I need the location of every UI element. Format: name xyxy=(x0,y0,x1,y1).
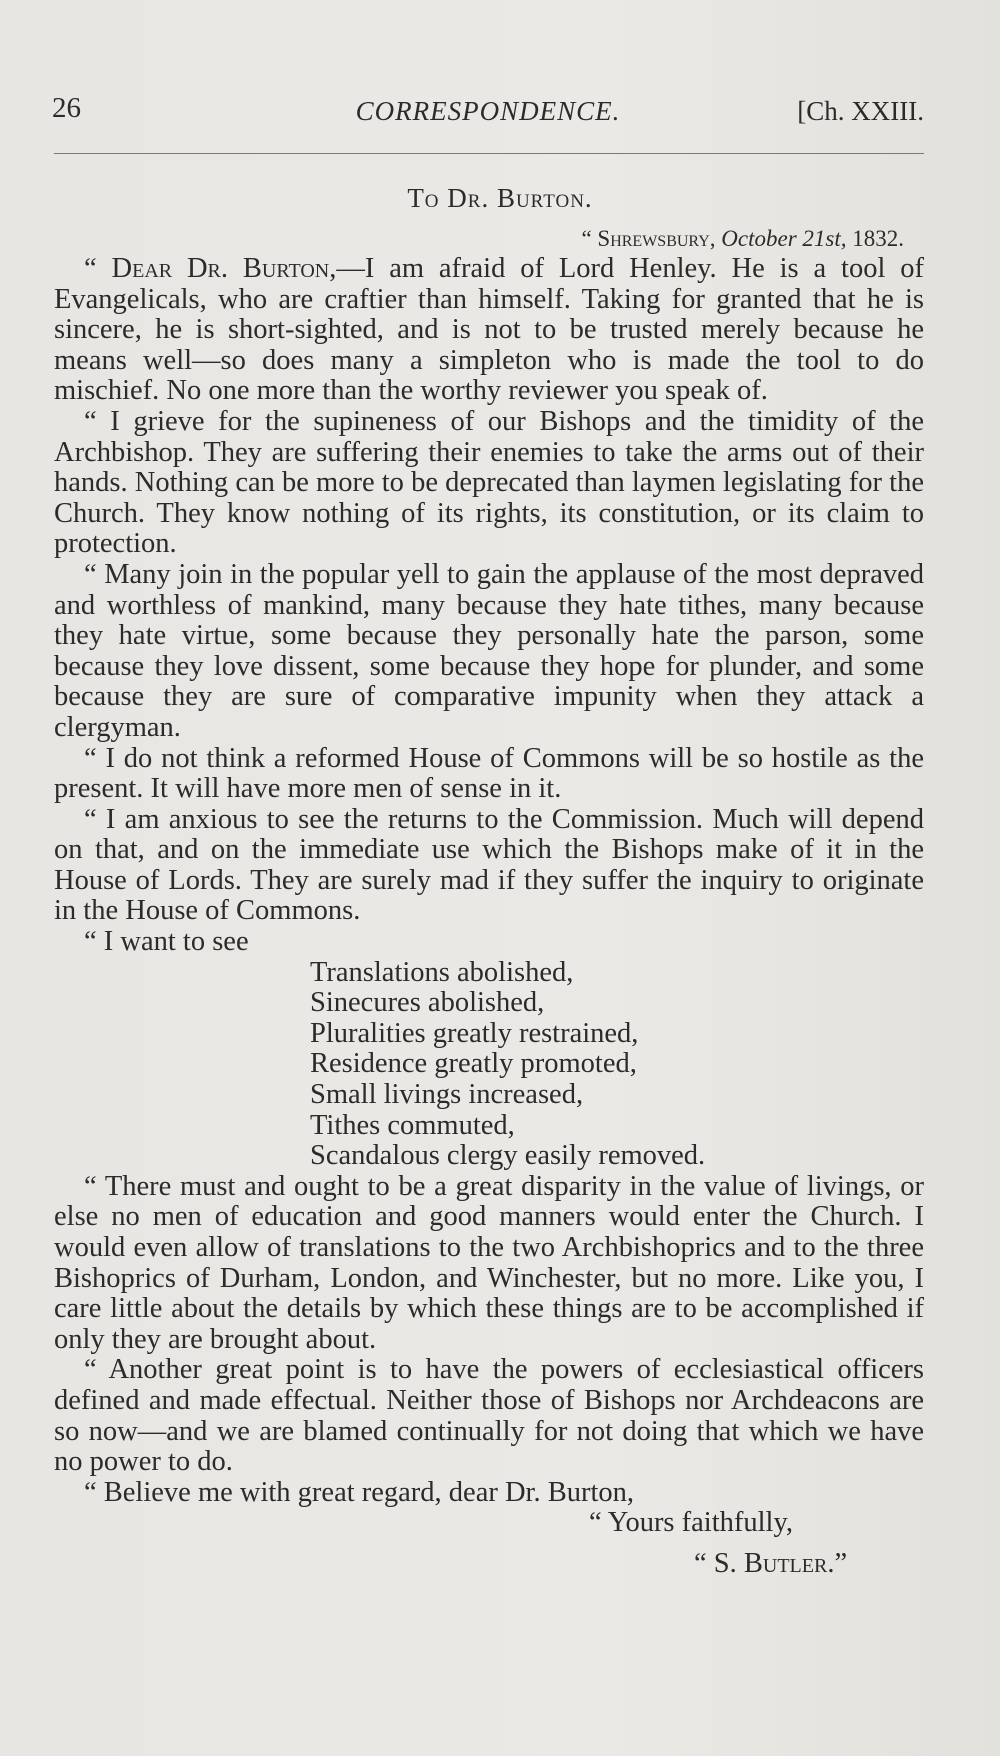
dateline-date: October 21st, xyxy=(721,226,847,251)
paragraph-5: “ I am anxious to see the returns to the Commission. Much will depend on that, and on the immediate use which the Bishops make of it in the House of Lords. They are surely mad if they suffer the inquiry to originate in the House of Commons. xyxy=(54,803,924,927)
list-intro: “ I want to see xyxy=(84,926,249,958)
list-item: Residence greatly promoted, xyxy=(310,1048,637,1080)
letter-title-text: To Dr. Burton. xyxy=(407,183,593,213)
page-header xyxy=(52,92,924,132)
list-item: Translations abolished, xyxy=(310,956,574,988)
reform-list xyxy=(310,958,924,1172)
letter-body xyxy=(54,254,924,1580)
list-item: Pluralities greatly restrained, xyxy=(310,1017,639,1049)
salutation: “ Dear Dr. Burton, xyxy=(84,253,337,284)
letter-dateline xyxy=(581,226,904,252)
list-item: Sinecures abolished, xyxy=(310,987,545,1019)
list-item: Tithes commuted, xyxy=(310,1109,515,1141)
paragraph-7: “ Another great point is to have the powers of ecclesiastical officers defined and made effectual. Neither those of Bishops nor Archdeacons are so now—and we are blamed continually for not doing that which we have no power to do. xyxy=(54,1354,924,1478)
paragraph-1-text: —I am afraid of Lord Henley. He is a tool of Evangelicals, who are craftier than himself. Taking for granted that he is sincere, he is short-sighted, and is not to be trusted merely because he means well—so does many a simpleton who is made the tool to do mischief. No one more than the worthy reviewer you speak of. xyxy=(54,253,924,407)
page-number: 26 xyxy=(52,92,81,124)
chapter-label: [Ch. XXIII. xyxy=(797,96,924,126)
closing: “ Believe me with great regard, dear Dr. Burton, xyxy=(84,1476,635,1508)
signature-text: “ S. Butler.” xyxy=(694,1547,848,1579)
list-item: Scandalous clergy easily removed. xyxy=(310,1140,706,1172)
dateline-place: “ Shrewsbury, xyxy=(581,226,716,251)
letter-title xyxy=(0,183,1000,214)
running-title: CORRESPONDENCE. xyxy=(355,96,621,126)
valediction: “ Yours faithfully, xyxy=(589,1507,793,1539)
paragraph-2: “ I grieve for the supineness of our Bishops and the timidity of the Archbishop. They are suffering their enemies to take the arms out of their hands. Nothing can be more to be deprecated than laymen legislating for the Church. They know nothing of its rights, its constitution, or its claim to protection. xyxy=(54,405,924,560)
dateline-year: 1832. xyxy=(852,226,904,251)
list-item: Small livings increased, xyxy=(310,1079,584,1111)
paragraph-3: “ Many join in the popular yell to gain the applause of the most depraved and worthless of mankind, many because they hate tithes, many because they hate virtue, some because they personally hate the parson, some because they love dissent, some because they hope for plunder, and some because they are sure of comparative impunity when they attack a clergyman. xyxy=(54,558,924,743)
header-rule xyxy=(54,153,924,154)
paragraph-4: “ I do not think a reformed House of Commons will be so hostile as the present. It will have more men of sense in it. xyxy=(54,742,924,805)
paragraph-6: “ There must and ought to be a great disparity in the value of livings, or else no men of education and good manners would enter the Church. I would even allow of translations to the two Archbishoprics and to the three Bishoprics of Durham, London, and Winchester, but no more. Like you, I care little about the details by which these things are to be accomplished if only they are brought about. xyxy=(54,1170,924,1355)
signature xyxy=(54,1539,924,1580)
paragraph-1 xyxy=(54,254,924,407)
